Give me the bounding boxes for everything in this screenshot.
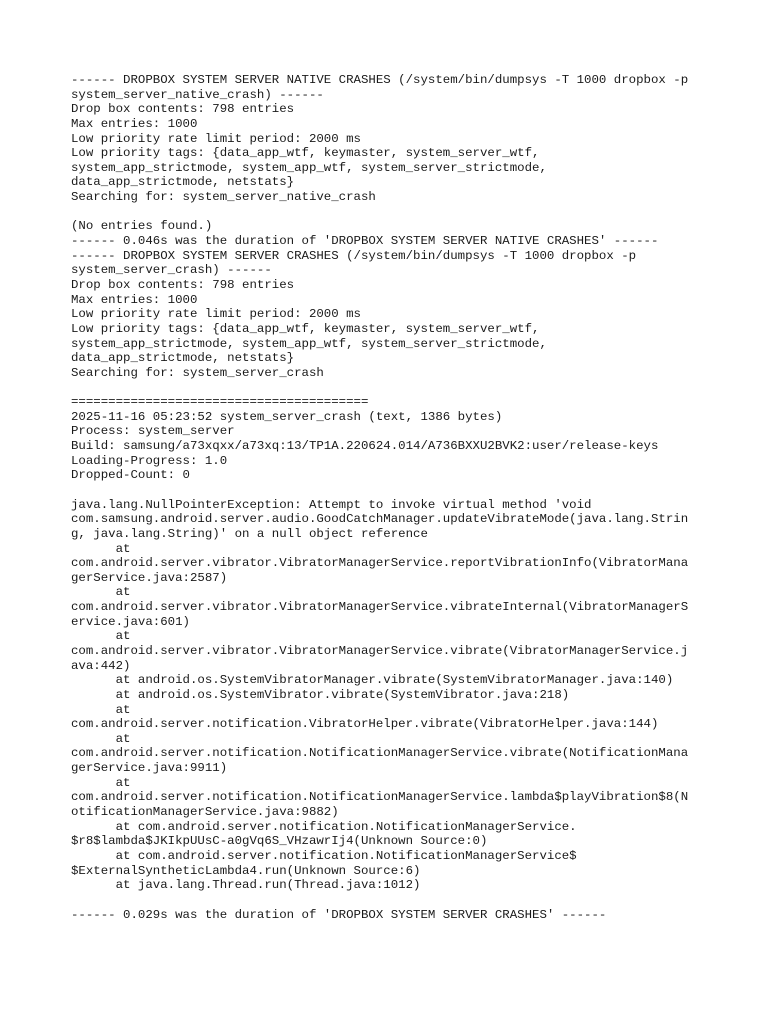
log-line: at [71,702,131,717]
log-line: g, java.lang.String)' on a null object reference [71,526,428,541]
log-line [71,380,711,395]
log-text [71,73,711,922]
log-line: com.android.server.notification.NotificationManagerService.vibrate(NotificationMana [71,746,689,761]
log-line: Searching for: system_server_native_crash [71,190,376,205]
log-line: at android.os.SystemVibrator.vibrate(SystemVibrator.java:218) [71,687,570,702]
log-line: at [71,775,131,790]
log-line: Dropped-Count: 0 [71,468,190,483]
log-line: system_server_crash) ------ [71,263,272,278]
log-line: otificationManagerService.java:9882) [71,805,339,820]
log-line: at com.android.server.notification.NotificationManagerService$ [71,848,577,863]
log-line: Max entries: 1000 [71,292,198,307]
log-line: ------ 0.046s was the duration of 'DROPBOX SYSTEM SERVER NATIVE CRASHES' ------ [71,234,659,249]
log-line: com.samsung.android.server.audio.GoodCatchManager.updateVibrateMode(java.lang.Strin [71,512,689,527]
log-line: 2025-11-16 05:23:52 system_server_crash (text, 1386 bytes) [71,409,503,424]
log-line: at [71,731,131,746]
log-line: data_app_strictmode, netstats} [71,175,295,190]
log-line: ------ DROPBOX SYSTEM SERVER NATIVE CRASHES (/system/bin/dumpsys -T 1000 dropbox -p [71,73,689,87]
log-line: ava:442) [71,658,131,673]
log-line [71,483,711,498]
log-line: at [71,541,131,556]
log-line: Low priority rate limit period: 2000 ms [71,307,361,322]
log-line [71,893,711,908]
log-line: at java.lang.Thread.run(Thread.java:1012) [71,878,421,893]
log-line: system_app_strictmode, system_app_wtf, system_server_strictmode, [71,160,547,175]
log-line: ======================================== [71,395,369,410]
log-line: $r8$lambda$JKIkpUUsC-a0gVq6S_VHzawrIj4(Unknown Source:0) [71,834,488,849]
log-line: at android.os.SystemVibratorManager.vibrate(SystemVibratorManager.java:140) [71,673,674,688]
log-line: (No entries found.) [71,219,213,234]
log-line: gerService.java:9911) [71,761,228,776]
log-line: Searching for: system_server_crash [71,365,324,380]
log-line: Max entries: 1000 [71,116,198,131]
log-line: Drop box contents: 798 entries [71,102,295,117]
log-line: com.android.server.notification.NotificationManagerService.lambda$playVibration$8(N [71,790,689,805]
log-line: Low priority tags: {data_app_wtf, keymaster, system_server_wtf, [71,321,540,336]
log-line: com.android.server.vibrator.VibratorManagerService.vibrate(VibratorManagerService.j [71,643,689,658]
log-line: com.android.server.vibrator.VibratorManagerService.vibrateInternal(VibratorManagerS [71,600,689,615]
log-line: at [71,629,131,644]
log-line: system_server_native_crash) ------ [71,87,324,102]
log-line: ------ DROPBOX SYSTEM SERVER CRASHES (/system/bin/dumpsys -T 1000 dropbox -p [71,248,637,263]
log-line: ervice.java:601) [71,614,190,629]
log-line: Low priority tags: {data_app_wtf, keymaster, system_server_wtf, [71,146,540,161]
log-line: $ExternalSyntheticLambda4.run(Unknown Source:6) [71,863,421,878]
log-line: Loading-Progress: 1.0 [71,453,228,468]
log-line: Process: system_server [71,424,235,439]
log-line: com.android.server.notification.VibratorHelper.vibrate(VibratorHelper.java:144) [71,717,659,732]
log-line: at [71,585,131,600]
log-line: at com.android.server.notification.NotificationManagerService. [71,819,577,834]
log-line: system_app_strictmode, system_app_wtf, system_server_strictmode, [71,336,547,351]
log-line: Drop box contents: 798 entries [71,277,295,292]
log-line: ------ 0.029s was the duration of 'DROPBOX SYSTEM SERVER CRASHES' ------ [71,907,607,922]
log-line: Build: samsung/a73xqxx/a73xq:13/TP1A.220624.014/A736BXXU2BVK2:user/release-keys [71,439,659,454]
log-line: data_app_strictmode, netstats} [71,351,295,366]
log-line [71,205,711,220]
log-line: gerService.java:2587) [71,570,228,585]
log-line: java.lang.NullPointerException: Attempt to invoke virtual method 'void [71,497,592,512]
log-line: Low priority rate limit period: 2000 ms [71,131,361,146]
log-line: com.android.server.vibrator.VibratorManagerService.reportVibrationInfo(VibratorMana [71,556,689,571]
